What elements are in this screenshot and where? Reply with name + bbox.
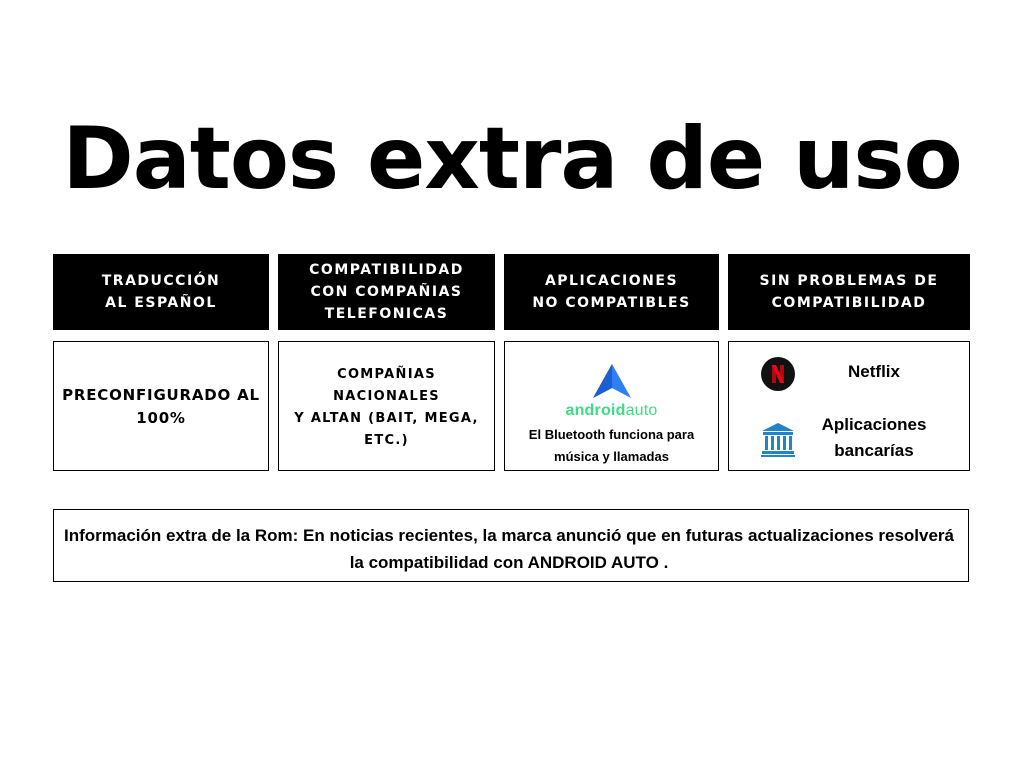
bank-label: Aplicaciones bancarías (821, 415, 927, 460)
header-sin-problemas (728, 254, 970, 330)
header-aplicaciones-no-compatibles (504, 254, 719, 330)
header-label: COMPATIBILIDAD CON COMPAÑIAS TELEFONICAS (309, 262, 464, 322)
header-traduccion (53, 254, 269, 330)
info-text: Información extra de la Rom: En noticias recientes, la marca anunció que en futuras actualizaciones resolverá la compatibilidad con ANDROID AUTO . (64, 526, 954, 572)
header-label: APLICACIONES NO COMPATIBLES (532, 273, 691, 311)
page-title: Datos extra de uso (62, 109, 962, 209)
header-compatibilidad-telefonicas (278, 254, 495, 330)
cell-text: COMPAÑIAS NACIONALES Y ALTAN (BAIT, MEGA, ETC.) (294, 367, 479, 448)
cell-sin-problemas (728, 341, 970, 471)
cell-aplicaciones (504, 341, 719, 471)
netflix-icon (761, 357, 795, 391)
android-auto-icon (591, 362, 633, 400)
info-box (53, 509, 969, 582)
netflix-label: Netflix (848, 362, 900, 381)
cell-compatibilidad (278, 341, 495, 471)
logo-android-word: android (565, 402, 626, 419)
cell-text: El Bluetooth funciona para música y llamadas (528, 427, 695, 464)
logo-auto-word: auto (625, 402, 658, 419)
cell-text: PRECONFIGURADO AL 100% (62, 386, 260, 427)
header-label: SIN PROBLEMAS DE COMPATIBILIDAD (759, 273, 939, 311)
bank-icon (761, 422, 795, 458)
cell-traduccion (53, 341, 269, 471)
android-auto-logo-text (505, 402, 718, 420)
header-label: TRADUCCIÓN AL ESPAÑOL (101, 273, 221, 311)
